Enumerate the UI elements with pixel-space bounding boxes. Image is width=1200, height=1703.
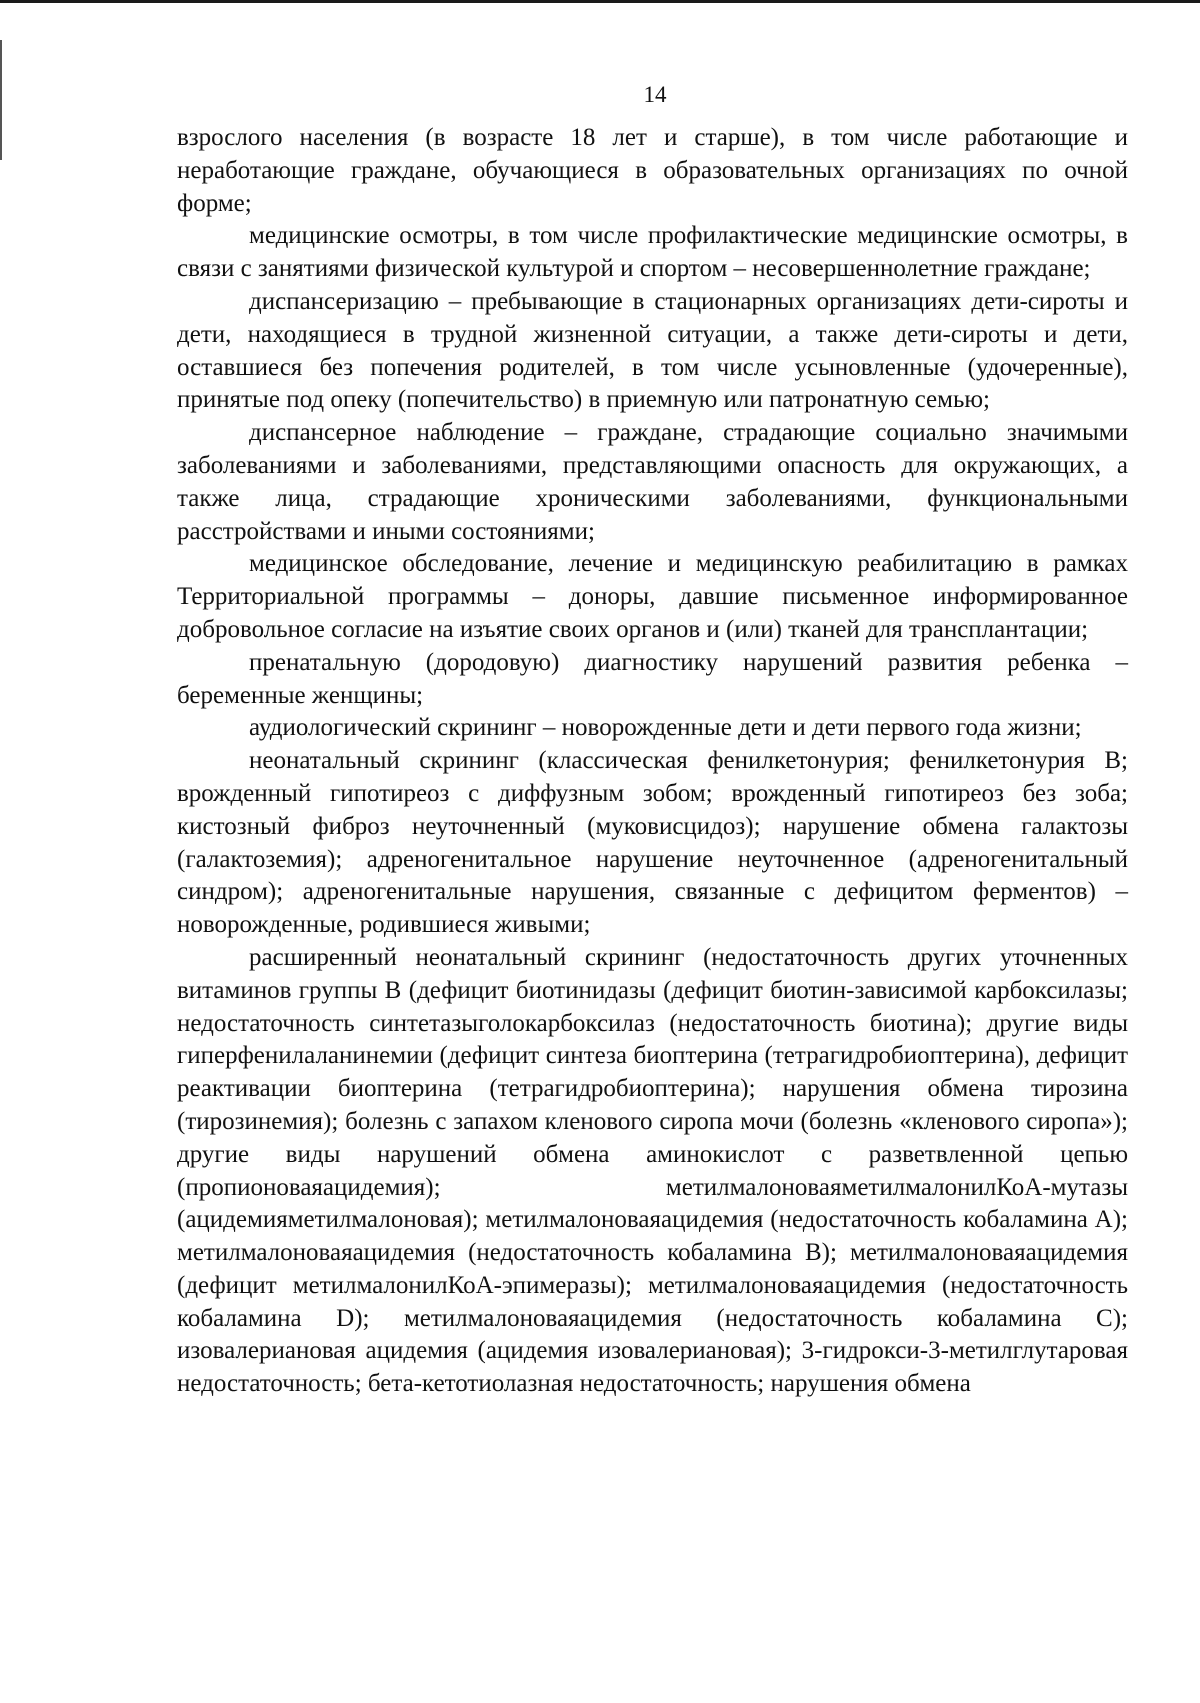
paragraph-dispensarization: диспансеризацию – пребывающие в стационарных организациях дети-сироты и дети, находящиеся в трудной жизненной ситуации, а также дети-сироты и дети, оставшиеся без попечения родителей, в том числе усыновленные (удочеренные), принятые под опеку (попечительство) в приемную или патронатную семью; xyxy=(177,287,1128,414)
paragraph-neonatal-screening: неонатальный скрининг (классическая фенилкетонурия; фенилкетонурия В; врожденный гипотиреоз с диффузным зобом; врожденный гипотиреоз без зоба; кистозный фиброз неуточненный (муковисцидоз); нарушение обмена галактозы (галактоземия); адреногенитальное нарушение неуточненное (адреногенитальный синдром); адреногенитальные нарушения, связанные с дефицитом ферментов) – новорожденные, родившиеся живыми; xyxy=(177,747,1128,939)
scan-top-border xyxy=(0,0,1200,3)
paragraph-prenatal-diagnostics: пренатальную (дородовую) диагностику нарушений развития ребенка – беременные женщины; xyxy=(177,648,1128,709)
paragraph-donors: медицинское обследование, лечение и медицинскую реабилитацию в рамках Территориальной программы – доноры, давшие письменное информированное добровольное согласие на изъятие своих органов и (или) тканей для трансплантации; xyxy=(177,550,1128,643)
paragraph-extended-neonatal-screening: расширенный неонатальный скрининг (недостаточность других уточненных витаминов группы В (дефицит биотинидазы (дефицит биотин-зависимой карбоксилазы; недостаточность синтетазыголокарбоксилаз (недостаточность биотина); другие виды гиперфенилаланинемии (дефицит синтеза биоптерина (тетрагидробиоптерина), дефицит реактивации биоптерина (тетрагидробиоптерина); нарушения обмена тирозина (тирозинемия); болезнь с запахом кленового сиропа мочи (болезнь «кленового сиропа»); другие виды нарушений обмена аминокислот с разветвленной цепью (пропионоваяацидемия); метилмалоноваяметилмалонилКоА-мутазы (ацидемияметилмалоновая); метилмалоноваяацидемия (недостаточность кобаламина А); метилмалоноваяацидемия (недостаточность кобаламина В); метилмалоноваяацидемия (дефицит метилмалонилКоА-эпимеразы); метилмалоноваяацидемия (недостаточность кобаламина D); метилмалоноваяацидемия (недостаточность кобаламина С); изовалериановая ацидемия (ацидемия изовалериановая); 3-гидрокси-3-метилглутаровая недостаточность; бета-кетотиолазная недостаточность; нарушения обмена xyxy=(177,943,1128,1398)
paragraph-continuation: взрослого населения (в возрасте 18 лет и старше), в том числе работающие и неработающие граждане, обучающиеся в образовательных организациях по очной форме; xyxy=(177,124,1128,217)
document-body xyxy=(177,122,1128,1401)
paragraph-dispensary-observation: диспансерное наблюдение – граждане, страдающие социально значимыми заболеваниями и заболеваниями, представляющими опасность для окружающих, а также лица, страдающие хроническими заболеваниями, функциональными расстройствами и иными состояниями; xyxy=(177,419,1128,545)
paragraph-medical-checkups: медицинские осмотры, в том числе профилактические медицинские осмотры, в связи с занятиями физической культурой и спортом – несовершеннолетние граждане; xyxy=(177,222,1128,283)
paragraph-audiological-screening: аудиологический скрининг – новорожденные дети и дети первого года жизни; xyxy=(249,714,1082,742)
page-number: 14 xyxy=(643,82,667,107)
